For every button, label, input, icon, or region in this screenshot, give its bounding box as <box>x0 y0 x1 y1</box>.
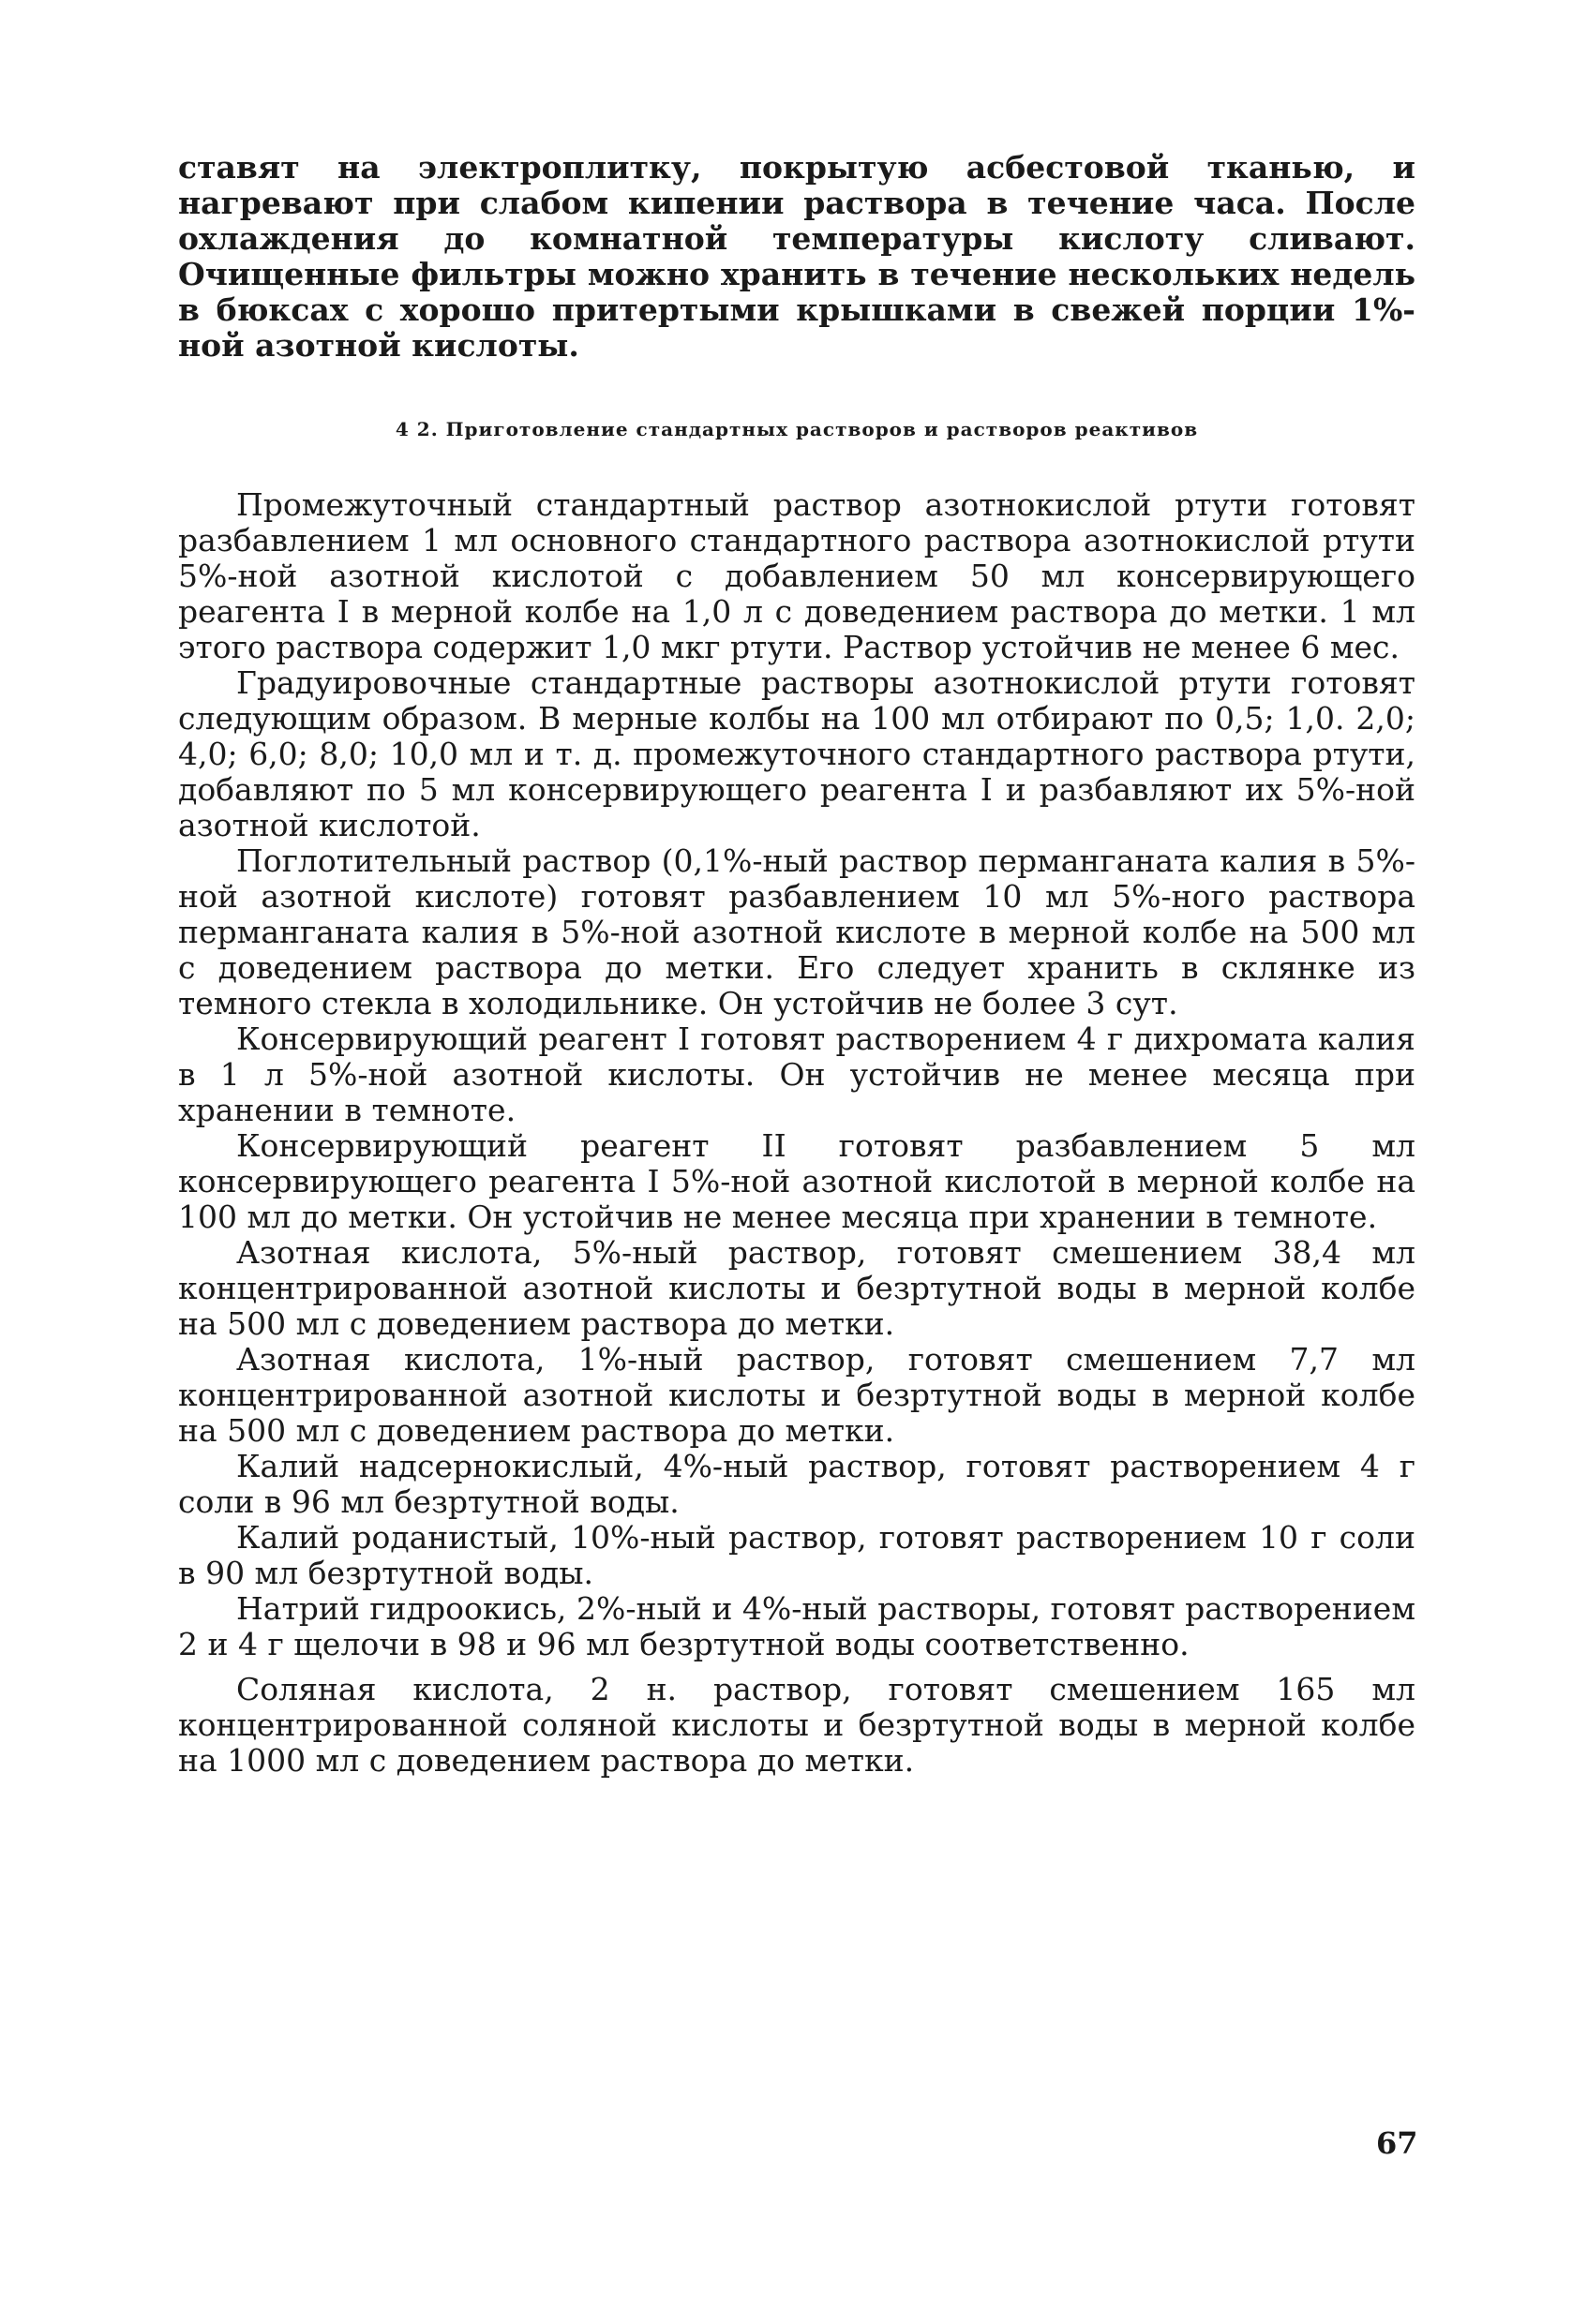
document-page <box>178 150 1415 1779</box>
intro-paragraph: ставят на электроплитку, покрытую асбестовой тканью, и нагревают при слабом кипении раствора в течение часа. После охлаждения до комнатной температуры кислоту сливают. Очищенные фильтры можно хранить в течение нескольких недель в бюксах с хорошо притертыми крышками в свежей порции 1%-ной азотной кислоты. <box>178 149 1415 364</box>
paragraph-preserving-reagent-2: Консервирующий реагент II готовят разбавлением 5 мл консервирующего реагента I 5%-ной азотной кислотой в мерной колбе на 100 мл до метки. Он устойчив не менее месяца при хранении в темноте. <box>178 1127 1415 1235</box>
page-number: 67 <box>1376 2125 1418 2161</box>
paragraph-potassium-thiocyanate: Калий роданистый, 10%-ный раствор, готовят растворением 10 г соли в 90 мл безртутной воды. <box>178 1519 1415 1591</box>
paragraph-calibration-standards: Градуировочные стандартные растворы азотнокислой ртути готовят следующим образом. В мерные колбы на 100 мл отбирают по 0,5; 1,0. 2,0; 4,0; 6,0; 8,0; 10,0 мл и т. д. промежуточного стандартного раствора ртути, добавляют по 5 мл консервирующего реагента I и разбавляют их 5%-ной азотной кислотой. <box>178 664 1415 843</box>
paragraph-sodium-hydroxide: Натрий гидроокись, 2%-ный и 4%-ный растворы, готовят растворением 2 и 4 г щелочи в 98 и 96 мл безртутной воды соответственно. <box>178 1590 1415 1662</box>
paragraph-absorbing-solution: Поглотительный раствор (0,1%-ный раствор перманганата калия в 5%-ной азотной кислоте) готовят разбавлением 10 мл 5%-ного раствора перманганата калия в 5%-ной азотной кислоте в мерной колбе на 500 мл с доведением раствора до метки. Его следует хранить в склянке из темного стекла в холодильнике. Он устойчив не более 3 сут. <box>178 842 1415 1021</box>
paragraph-preserving-reagent-1: Консервирующий реагент I готовят растворением 4 г дихромата калия в 1 л 5%-ной азотной кислоты. Он устойчив не менее месяца при хранении в темноте. <box>178 1020 1415 1128</box>
paragraph-hydrochloric-acid: Соляная кислота, 2 н. раствор, готовят смешением 165 мл концентрированной соляной кислоты и безртутной воды в мерной колбе на 1000 мл с доведением раствора до метки. <box>178 1671 1415 1779</box>
section-heading: 4 2. Приготовление стандартных растворов и растворов реактивов <box>395 418 1199 440</box>
paragraph-intermediate-standard: Промежуточный стандартный раствор азотнокислой ртути готовят разбавлением 1 мл основного стандартного раствора азотнокислой ртути 5%-ной азотной кислотой с добавлением 50 мл консервирующего реагента I в мерной колбе на 1,0 л с доведением раствора до метки. 1 мл этого раствора содержит 1,0 мкг ртути. Раствор устойчив не менее 6 мес. <box>178 486 1415 665</box>
paragraph-nitric-acid-5: Азотная кислота, 5%-ный раствор, готовят смешением 38,4 мл концентрированной азотной кислоты и безртутной воды в мерной колбе на 500 мл с доведением раствора до метки. <box>178 1234 1415 1342</box>
paragraph-potassium-persulfate: Калий надсернокислый, 4%-ный раствор, готовят растворением 4 г соли в 96 мл безртутной воды. <box>178 1448 1415 1520</box>
paragraph-nitric-acid-1: Азотная кислота, 1%-ный раствор, готовят смешением 7,7 мл концентрированной азотной кислоты и безртутной воды в мерной колбе на 500 мл с доведением раствора до метки. <box>178 1341 1415 1449</box>
